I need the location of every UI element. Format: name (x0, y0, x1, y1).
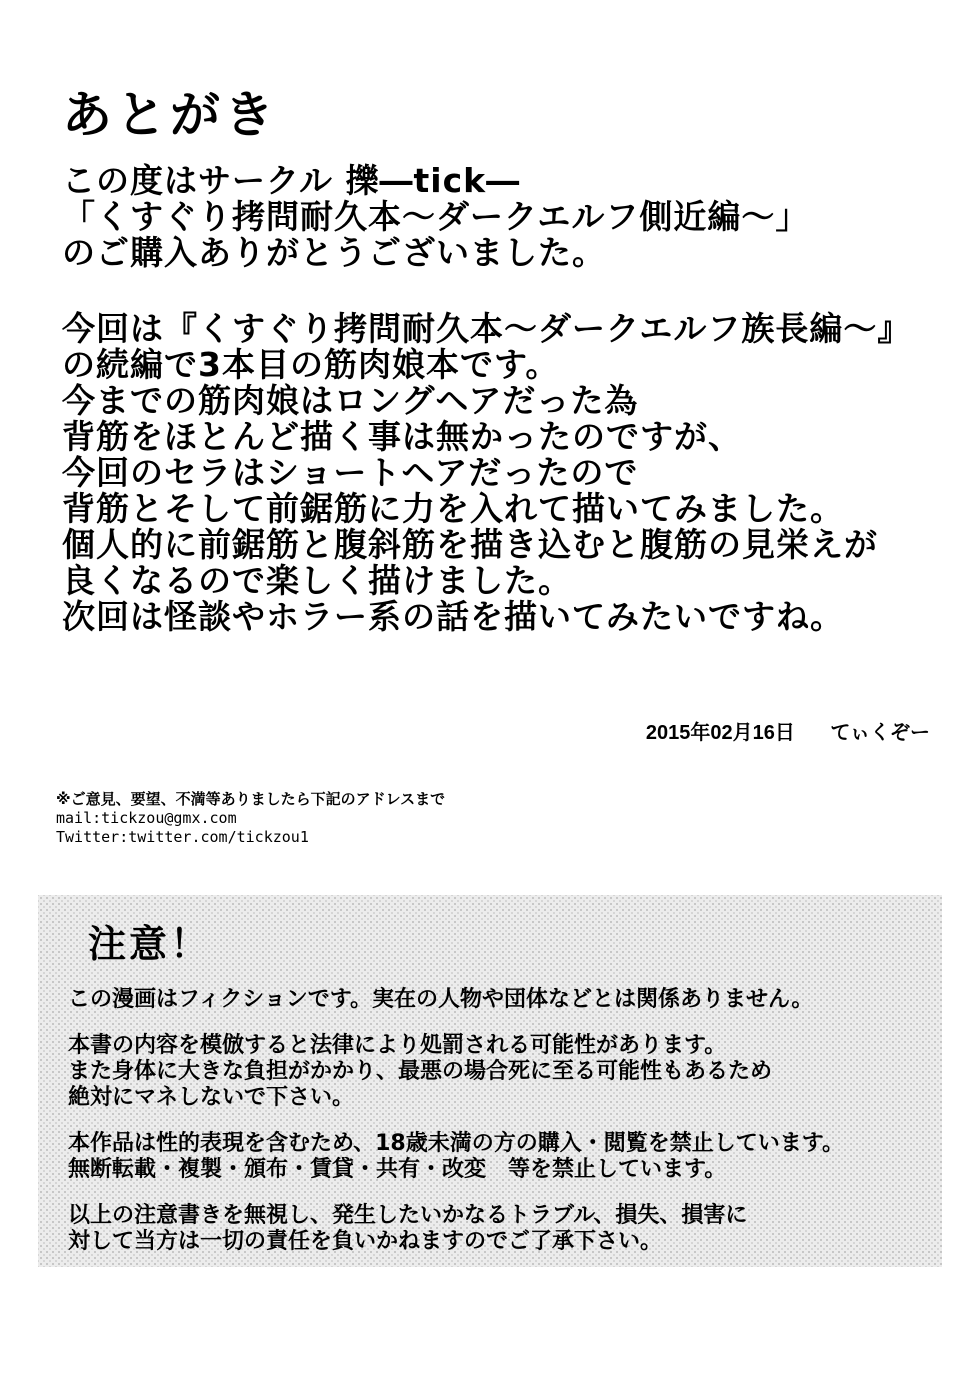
afterword-line: この度はサークル 擽―tick― (62, 161, 521, 200)
contact-mail: mail:tickzou@gmx.com (56, 809, 237, 827)
afterword-line: 「くすぐり拷問耐久本～ダークエルフ側近編～」 (62, 197, 810, 236)
afterword-line: 今回は『くすぐり拷問耐久本～ダークエルフ族長編～』 (62, 309, 912, 348)
caution-line: また身体に大きな負担がかかり、最悪の場合死に至る可能性もあるため (68, 1059, 773, 1084)
afterword-line: 個人的に前鋸筋と腹斜筋を描き込むと腹筋の見栄えが (62, 525, 878, 564)
afterword-line: の続編で3本目の筋肉娘本です。 (62, 345, 560, 384)
caution-line: 無断転載・複製・頒布・賃貸・共有・改変 等を禁止しています。 (68, 1157, 727, 1182)
caution-paragraph (68, 1131, 928, 1183)
caution-box (38, 895, 942, 1267)
afterword-line: 今までの筋肉娘はロングヘアだった為 (62, 381, 639, 420)
afterword-line: 次回は怪談やホラー系の話を描いてみたいですね。 (62, 597, 844, 636)
signature (646, 716, 930, 745)
contact-note: ※ご意見、要望、不満等ありましたら下記のアドレスまで (56, 790, 446, 808)
afterword-line: 今回のセラはショートヘアだったので (62, 453, 639, 492)
afterword-line: 背筋をほとんど描く事は無かったのですが、 (62, 417, 742, 456)
afterword-line: 背筋とそして前鋸筋に力を入れて描いてみました。 (62, 489, 844, 528)
caution-line: 本書の内容を模倣すると法律により処罰される可能性があります。 (68, 1033, 727, 1058)
contact-twitter: Twitter:twitter.com/tickzou1 (56, 828, 309, 846)
caution-body (68, 987, 928, 1275)
caution-line: この漫画はフィクションです。実在の人物や団体などとは関係ありません。 (68, 987, 814, 1012)
caution-title: 注意！ (88, 922, 212, 966)
contact-info (56, 790, 445, 847)
signature-date: 2015年02月16日 (645, 722, 795, 744)
caution-line: 本作品は性的表現を含むため、18歳未満の方の購入・閲覧を禁止しています。 (68, 1131, 844, 1156)
caution-line: 対して当方は一切の責任を負いかねますのでご了承下さい。 (68, 1229, 663, 1254)
caution-paragraph (68, 1203, 928, 1255)
afterword-body (62, 163, 942, 675)
caution-paragraph (68, 1033, 928, 1111)
caution-line: 絶対にマネしないで下さい。 (68, 1085, 355, 1110)
afterword-line: のご購入ありがとうございました。 (62, 233, 606, 272)
afterword-line: 良くなるので楽しく描けました。 (62, 561, 572, 600)
afterword-paragraph-notes (62, 311, 942, 635)
signature-author: てぃくぞー (830, 722, 930, 744)
caution-line: 以上の注意書きを無視し、発生したいかなるトラブル、損失、損害に (68, 1203, 748, 1228)
caution-paragraph (68, 987, 928, 1013)
afterword-title: あとがき (62, 86, 278, 144)
afterword-paragraph-thanks (62, 163, 942, 271)
